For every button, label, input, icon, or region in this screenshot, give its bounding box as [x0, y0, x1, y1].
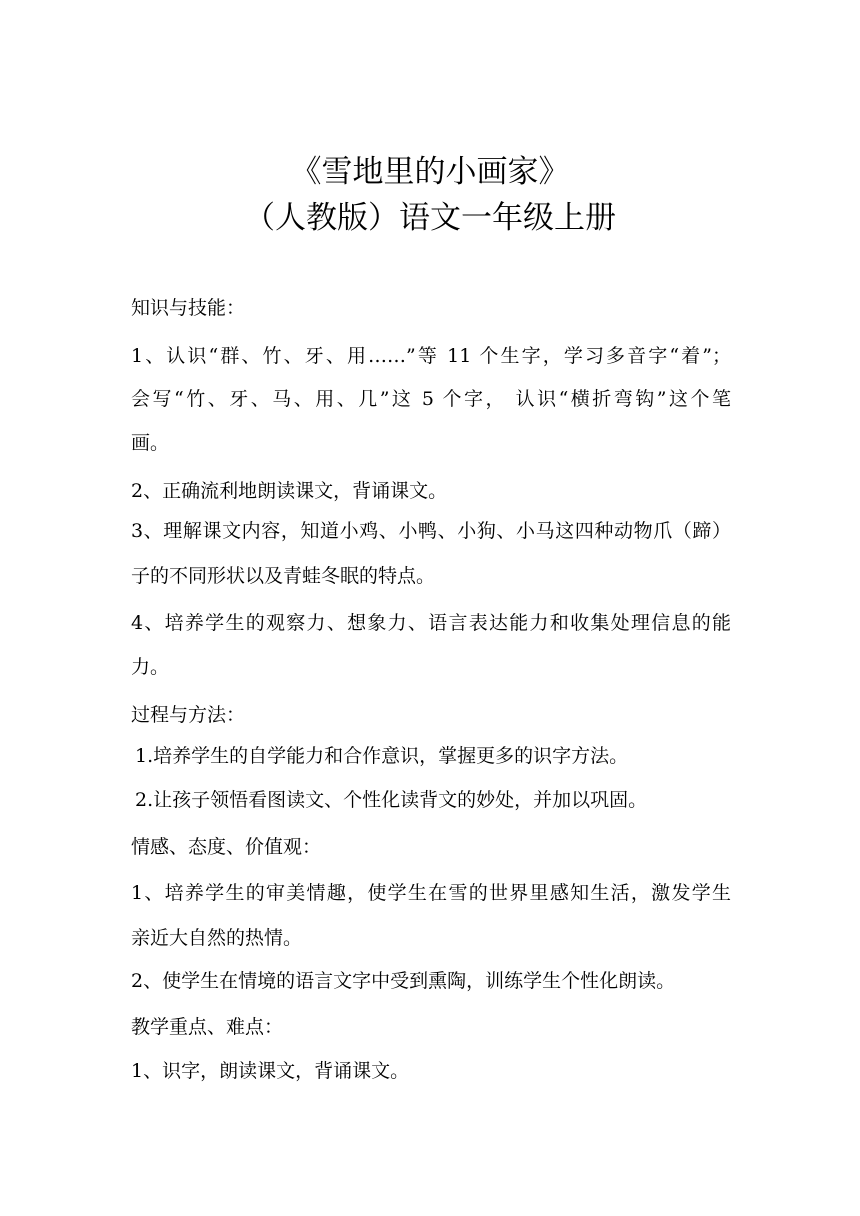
- document-subtitle: （人教版）语文一年级上册: [244, 200, 616, 236]
- section-heading-process-methods: 过程与方法：: [131, 704, 246, 726]
- paragraph-line: 4、培养学生的观察力、想象力、语言表达能力和收集处理信息的能: [131, 612, 731, 634]
- paragraph-line: 2、使学生在情境的语言文字中受到熏陶，训练学生个性化朗读。: [131, 970, 676, 992]
- paragraph-line: 画。: [131, 432, 170, 454]
- paragraph-line: 2.让孩子领悟看图读文、个性化读背文的妙处，并加以巩固。: [135, 789, 648, 811]
- paragraph-line: 会写“竹、牙、马、用、几”这 5 个字， 认识“横折弯钩”这个笔: [131, 388, 731, 410]
- paragraph-line: 3、理解课文内容，知道小鸡、小鸭、小狗、小马这四种动物爪（蹄）: [131, 520, 731, 542]
- paragraph-line: 1.培养学生的自学能力和合作意识，掌握更多的识字方法。: [135, 745, 629, 767]
- paragraph-line: 2、正确流利地朗读课文，背诵课文。: [131, 480, 448, 502]
- paragraph-line: 亲近大自然的热情。: [131, 927, 303, 949]
- paragraph-line: 力。: [131, 656, 170, 678]
- paragraph-line: 1、培养学生的审美情趣，使学生在雪的世界里感知生活，激发学生: [131, 882, 731, 904]
- section-heading-knowledge-skills: 知识与技能：: [131, 297, 246, 319]
- paragraph-line: 1、识字，朗读课文，背诵课文。: [131, 1060, 410, 1082]
- paragraph-line: 1、认识“群、竹、牙、用……”等 11 个生字，学习多音字“着”；: [131, 345, 731, 367]
- section-heading-key-points: 教学重点、难点：: [131, 1016, 284, 1038]
- paragraph-line: 子的不同形状以及青蛙冬眠的特点。: [131, 565, 436, 587]
- document-title: 《雪地里的小画家》: [290, 154, 570, 190]
- section-heading-emotion-values: 情感、态度、价值观：: [131, 836, 322, 858]
